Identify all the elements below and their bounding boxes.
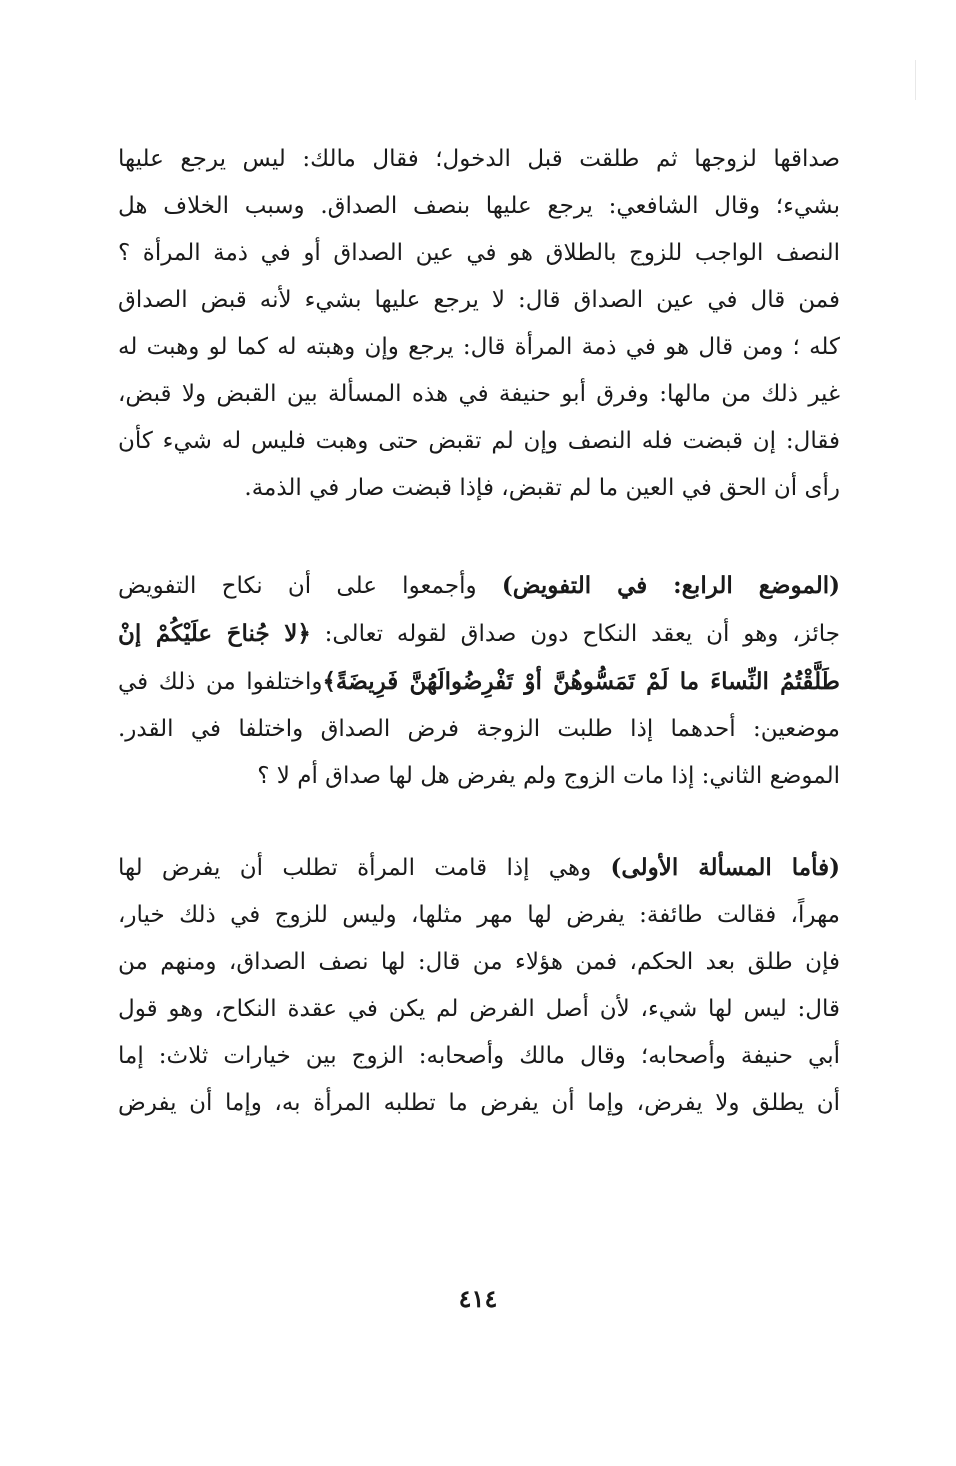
paragraph-1 xyxy=(118,136,840,512)
text-line: أبي حنيفة وأصحابه؛ وقال مالك وأصحابه: الزوج بين خيارات ثلاث: إما xyxy=(118,1043,840,1069)
text-line: قال: ليس لها شيء، لأن أصل الفرض لم يكن في عقدة النكاح، وهو قول xyxy=(118,996,840,1022)
text-run: جائز، وهو أن يعقد النكاح دون صداق لقوله تعالى: xyxy=(310,621,840,647)
text-run: واختلفوا من ذلك في xyxy=(118,669,323,695)
text-line: كله ؛ ومن قال هو في ذمة المرأة قال: يرجع وإن وهبته له كما لو وهبت له xyxy=(118,334,840,360)
text-line: غير ذلك من مالها: وفرق أبو حنيفة في هذه المسألة بين القبض ولا قبض، xyxy=(118,381,840,407)
text-run: وأجمعوا على أن نكاح التفويض xyxy=(118,573,502,599)
margin-rule xyxy=(915,60,916,100)
text-line: فإن طلق بعد الحكم، فمن هؤلاء من قال: لها نصف الصداق، ومنهم من xyxy=(118,949,840,975)
text-line: فقال: إن قبضت فله النصف وإن لم تقبض حتى وهبت فليس له شيء كأن xyxy=(118,428,840,454)
text-line: بشيء؛ وقال الشافعي: يرجع عليها بنصف الصداق. وسبب الخلاف هل xyxy=(118,193,840,219)
text-line: موضعين: أحدهما إذا طلبت الزوجة فرض الصداق واختلفا في القدر. xyxy=(118,716,840,742)
section-heading: (الموضع الرابع: في التفويض) xyxy=(501,572,840,599)
paragraph-3 xyxy=(118,844,840,1127)
text-line: النصف الواجب للزوج بالطلاق هو في عين الصداق أو في ذمة المرأة ؟ xyxy=(118,240,840,266)
text-line: رأى أن الحق في العين ما لم تقبض، فإذا قبضت صار في الذمة. xyxy=(244,475,840,501)
text-line: مهراً، فقالت طائفة: يفرض لها مهر مثلها، وليس للزوج في ذلك خيار، xyxy=(118,902,840,928)
text-line: فمن قال في عين الصداق قال: لا يرجع عليها بشيء لأنه قبض الصداق xyxy=(118,287,840,313)
text-line: صداقها لزوجها ثم طلقت قبل الدخول؛ فقال مالك: ليس يرجع عليها xyxy=(118,146,840,172)
text-run: وهي إذا قامت المرأة تطلب أن يفرض لها xyxy=(118,855,611,881)
text-line: الموضع الثاني: إذا مات الزوج ولم يفرض هل لها صداق أم لا ؟ xyxy=(257,763,840,789)
paragraph-2 xyxy=(118,562,840,800)
page-number: ٤١٤ xyxy=(458,1284,498,1313)
text-line xyxy=(118,658,840,706)
text-line xyxy=(118,562,840,610)
quran-quote: ﴿لا جُناحَ علَيْكُمْ إنْ xyxy=(118,620,311,647)
text-line xyxy=(118,610,840,658)
page-body xyxy=(118,136,840,1127)
section-heading: (فأما المسألة الأولى) xyxy=(610,854,840,881)
text-line xyxy=(118,844,840,892)
quran-quote: طَلَّقْتُمُ النِّساءَ ما لَمْ تَمَسُّوهُنَّ أوْ تَفْرِضُوالَهُنَّ فَرِيضَةً﴾ xyxy=(322,668,840,695)
text-line: أن يطلق ولا يفرض، وإما أن يفرض ما تطلبه المرأة به، وإما أن يفرض xyxy=(118,1090,840,1116)
